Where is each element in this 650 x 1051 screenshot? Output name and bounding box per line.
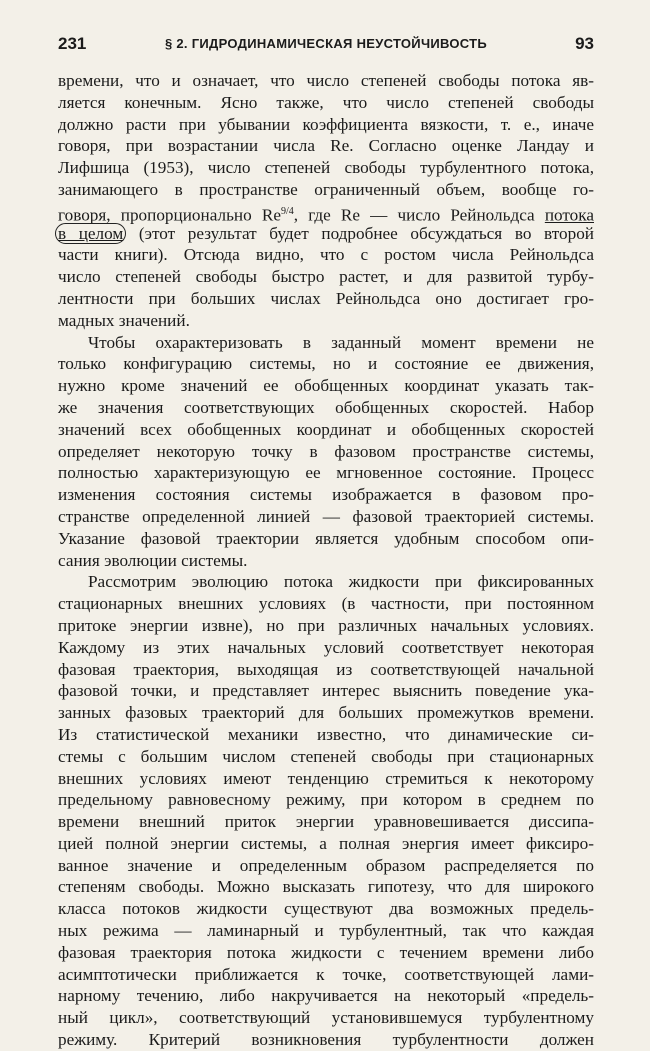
text-line: внешних условиях имеют тенденцию стремиться к некоторому — [58, 768, 594, 788]
text-line — [58, 201, 594, 223]
text-line: Рассмотрим эволюцию потока жидкости при фиксированных — [88, 572, 594, 592]
text-line: ных режима — ламинарный и турбулентный, так что каждая — [58, 921, 594, 941]
text-line: части книги). Отсюда видно, что с ростом числа Рейнольдса — [58, 245, 594, 265]
text-line — [58, 223, 594, 245]
text-line: нарному течению, либо накручивается на некоторый «предель- — [58, 986, 594, 1006]
exponent: 9/4 — [280, 205, 294, 217]
text-line: же значения соответствующих обобщенных скоростей. Набор — [58, 397, 594, 417]
text-line: нужно кроме значений ее обобщенных координат указать так- — [58, 376, 594, 396]
running-header — [58, 34, 594, 56]
text-line: занимающего в пространстве ограниченный объем, вообще го- — [58, 179, 594, 199]
text-line: Лифшица (1953), число степеней свободы турбулентного потока, — [58, 158, 594, 178]
body-text — [58, 70, 594, 1051]
text-line: изменения состояния системы изображается в фазовом про- — [58, 485, 594, 505]
text-line: предельному равновесному режиму, при котором в среднем по — [58, 790, 594, 810]
text-line: фазовая траектория потока жидкости с течением времени либо — [58, 942, 594, 962]
text-line: лентности при больших числах Рейнольдса оно достигает гро- — [58, 288, 594, 308]
circled-text: в целом — [55, 223, 126, 244]
text-line: фазовой точки, и представляет интерес выяснить поведение ука- — [58, 681, 594, 701]
text-line: странстве определенной линией — фазовой траекторией системы. — [58, 506, 594, 526]
text-line: Указание фазовой траектории является удобным способом опи- — [58, 528, 594, 548]
section-title: § 2. ГИДРОДИНАМИЧЕСКАЯ НЕУСТОЙЧИВОСТЬ — [164, 36, 488, 51]
text-line: притоке энергии извне), но при различных начальных условиях. — [58, 615, 594, 635]
text-line: должно расти при убывании коэффициента вязкости, т. е., иначе — [58, 114, 594, 134]
text-line: ляется конечным. Ясно также, что число степеней свободы — [58, 92, 594, 112]
text-fragment: , где Re — число Рейнольдса — [293, 205, 545, 225]
text-line: только конфигурацию системы, но и состояние ее движения, — [58, 354, 594, 374]
text-line: времени, что и означает, что число степеней свободы потока яв- — [58, 71, 594, 90]
text-line: сания эволюции системы. — [58, 550, 248, 570]
text-line: класса потоков жидкости существуют два возможных предель- — [58, 899, 594, 919]
text-line: Каждому из этих начальных условий соответствует некоторая — [58, 637, 594, 657]
text-line: определяет некоторую точку в фазовом пространстве системы, — [58, 441, 594, 461]
text-line: занных фазовых траекторий для больших промежутков времени. — [58, 703, 594, 723]
text-line: Из статистической механики известно, что динамические си- — [58, 724, 594, 744]
text-fragment: (этот результат будет подробнее обсуждаться во второй — [126, 223, 594, 243]
text-line: стемы с большим числом степеней свободы при стационарных — [58, 746, 594, 766]
page-number: 93 — [575, 34, 594, 53]
text-line: мадных значений. — [58, 310, 190, 330]
text-fragment: говоря, пропорционально Re — [58, 205, 281, 225]
text-line: режиму. Критерий возникновения турбулентности должен — [58, 1030, 594, 1050]
text-line: ный цикл», соответствующий установившемуся турбулентному — [58, 1008, 594, 1028]
text-line: Чтобы охарактеризовать в заданный момент времени не — [88, 332, 594, 352]
page-number-left: 231 — [58, 34, 87, 53]
text-line: фазовая траектория, выходящая из соответствующей начальной — [58, 659, 594, 679]
text-line: асимптотически приближается к точке, соответствующей лами- — [58, 964, 594, 984]
text-line: цией полной энергии системы, а полная энергия имеет фиксиро- — [58, 833, 594, 853]
text-line: число степеней свободы быстро растет, и для развитой турбу- — [58, 267, 594, 287]
underlined-text: потока — [544, 205, 594, 225]
text-line: ванное значение и определенным образом распределяется по — [58, 855, 594, 875]
text-line: времени внешний приток энергии уравновешивается диссипа- — [58, 812, 594, 832]
text-line: говоря, при возрастании числа Re. Согласно оценке Ландау и — [58, 136, 594, 156]
text-line: полностью характеризующую ее мгновенное состояние. Процесс — [58, 463, 594, 483]
text-line: степеням свободы. Можно высказать гипотезу, что для широкого — [58, 877, 594, 897]
text-line: стационарных внешних условиях (в частности, при постоянном — [58, 594, 594, 614]
text-line: значений всех обобщенных координат и обобщенных скоростей — [58, 419, 594, 439]
